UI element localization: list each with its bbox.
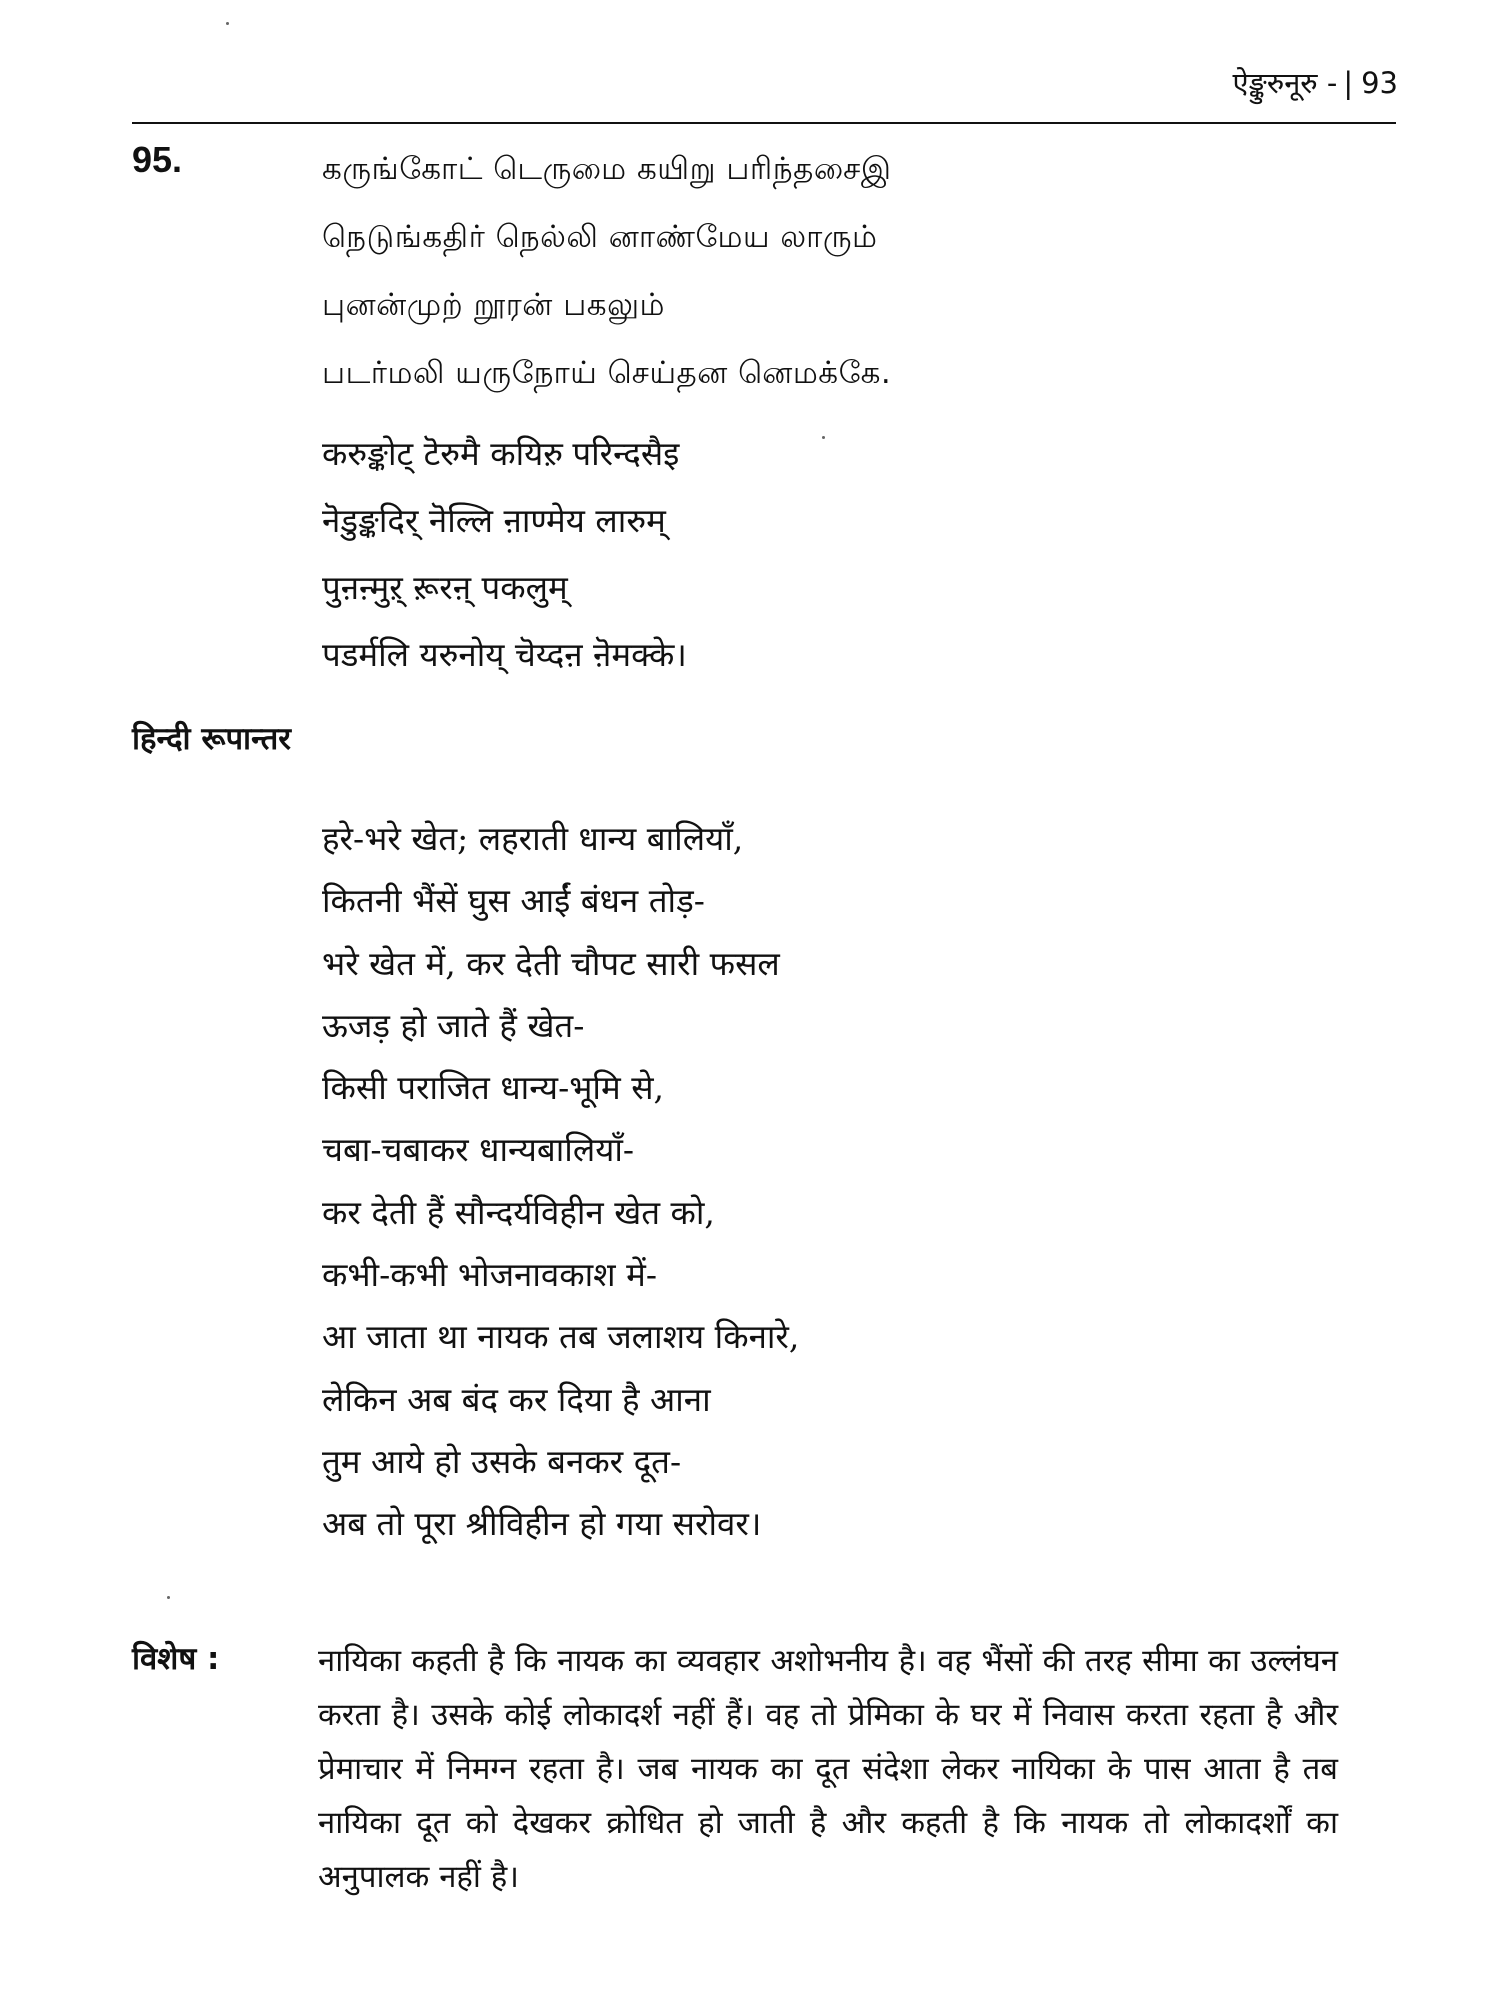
hindi-line: लेकिन अब बंद कर दिया है आना	[322, 1379, 711, 1419]
hindi-line: आ जाता था नायक तब जलाशय किनारे,	[322, 1317, 800, 1357]
verse-number: 95.	[132, 139, 183, 180]
hindi-line: किसी पराजित धान्य-भूमि से,	[322, 1068, 664, 1108]
hindi-line: हरे-भरे खेत; लहराती धान्य बालियाँ,	[322, 819, 744, 858]
hindi-line: अब तो पूरा श्रीविहीन हो गया सरोवर।	[322, 1504, 762, 1544]
hindi-translation	[322, 808, 1382, 1556]
header-separator: |	[1343, 66, 1354, 100]
devanagari-transliteration	[322, 420, 1382, 688]
tamil-line: படர்மலி யருநோய் செய்தன னெமக்கே.	[322, 355, 892, 391]
transliteration-line: पुऩऩ्मुऱ् ऱूरऩ् पकलुम्	[322, 568, 568, 607]
page-number: 93	[1361, 66, 1398, 100]
header-rule	[132, 122, 1396, 124]
tamil-line: நெடுங்கதிர் நெல்லி னாண்மேய லாரும்	[322, 219, 878, 255]
tamil-line: கருங்கோட் டெருமை கயிறு பரிந்தசைஇ	[322, 151, 892, 187]
scan-speck	[167, 1596, 170, 1599]
transliteration-line: नॆडुङ्कदिर् नॆल्लि ऩाण्मेय लारुम्	[322, 501, 666, 540]
special-note-label: विशेष :	[132, 1641, 220, 1677]
hindi-line: तुम आये हो उसके बनकर दूत-	[322, 1441, 682, 1481]
running-header	[1232, 64, 1398, 102]
hindi-line: कितनी भैंसें घुस आईं बंधन तोड़-	[322, 881, 705, 921]
transliteration-line: पडर्मलि यरुनोय् चॆय्दऩ ऩॆमक्के।	[322, 635, 687, 674]
special-note-text: नायिका कहती है कि नायक का व्यवहार अशोभनीय है। वह भैंसों की तरह सीमा का उल्लंघन करता है। उसके कोई लोकादर्श नहीं हैं। वह तो प्रेमिका के घर में निवास करता रहता है और प्रेमाचार में निमग्न रहता है। जब नायक का दूत संदेशा लेकर नायिका के पास आता है तब नायिका दूत को देखकर क्रोधित हो जाती है और कहती है कि नायक तो लोकादर्शों का अनुपालक नहीं है।	[318, 1643, 1338, 1895]
tamil-line: புனன்முற் றூரன் பகலும்	[322, 287, 666, 323]
hindi-translation-heading: हिन्दी रूपान्तर	[132, 721, 291, 757]
scan-speck	[822, 436, 825, 439]
hindi-line: भरे खेत में, कर देती चौपट सारी फसल	[322, 943, 780, 983]
running-title: ऐङ्कुरुनूरु -	[1232, 66, 1338, 100]
hindi-line: कर देती हैं सौन्दर्यविहीन खेत को,	[322, 1192, 715, 1232]
hindi-line: चबा-चबाकर धान्यबालियाँ-	[322, 1130, 635, 1170]
hindi-line: कभी-कभी भोजनावकाश में-	[322, 1255, 657, 1295]
scan-speck	[226, 22, 229, 25]
transliteration-line: करुङ्कोट् टॆरुमै कयिऱु परिन्दसैइ	[322, 434, 680, 473]
hindi-line: ऊजड़ हो जाते हैं खेत-	[322, 1005, 585, 1045]
tamil-verse	[322, 135, 1382, 407]
